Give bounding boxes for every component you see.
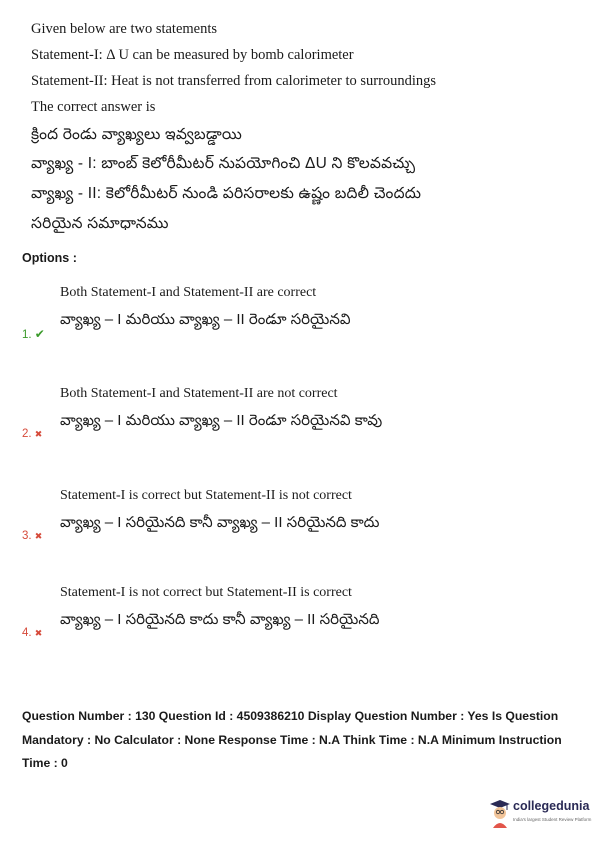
option-text-te: వ్యాఖ్య – I మరియు వ్యాఖ్య – II రెండూ సరియైనవి కావు — [60, 412, 383, 429]
option-number: 2. — [22, 428, 32, 440]
option-text-en: Both Statement-I and Statement-II are correct — [60, 285, 317, 300]
cross-icon: ✖ — [34, 531, 43, 541]
statement-2-en: Statement-II: Heat is not transferred from calorimeter to surroundings — [31, 73, 437, 89]
option-text-en: Statement-I is correct but Statement-II is not correct — [60, 488, 352, 503]
statement-1-en: Statement-I: Δ U can be measured by bomb calorimeter — [31, 47, 354, 63]
logo-wordmark: collegedunia — [513, 799, 590, 813]
option-text-te: వ్యాఖ్య – I సరియైనది కాదు కానీ వ్యాఖ్య – II సరియైనది — [60, 611, 380, 628]
statement-1-te: వ్యాఖ్య - I: బాంబ్ కెలోరీమీటర్ నుపయోగించి ΔU ని కొలవవచ్చు — [31, 155, 416, 172]
question-line-en: Given below are two statements — [31, 21, 218, 37]
cross-icon: ✖ — [34, 429, 43, 439]
answer-prompt-en: The correct answer is — [31, 99, 156, 115]
check-icon: ✔ — [34, 327, 45, 341]
statement-2-te: వ్యాఖ్య - II: కెలోరీమీటర్ నుండి పరిసరాలకు ఉష్ణం బదిలీ చెందదు — [31, 185, 422, 202]
option-text-te: వ్యాఖ్య – I మరియు వ్యాఖ్య – II రెండూ సరియైనవి — [60, 311, 351, 328]
mascot-icon — [489, 799, 511, 829]
answer-prompt-te: సరియైన సమాధానము — [31, 215, 169, 232]
logo-tagline: India's largest Student Review Platform — [513, 817, 592, 822]
option-text-en: Statement-I is not correct but Statement-II is correct — [60, 585, 352, 600]
question-metadata: Question Number : 130 Question Id : 4509386210 Display Question Number : Yes Is Question Mandatory : No Calculator : None Response Time : N.A Think Time : N.A Minimum Instruction Time : 0 — [22, 709, 562, 770]
question-line-te: క్రింద రెండు వ్యాఖ్యలు ఇవ్వబడ్డాయి — [31, 126, 243, 143]
option-text-te: వ్యాఖ్య – I సరియైనది కానీ వ్యాఖ్య – II సరియైనది కాదు — [60, 514, 380, 531]
collegedunia-logo — [489, 797, 592, 833]
option-number: 3. — [22, 530, 32, 542]
options-heading: Options : — [22, 251, 77, 265]
option-text-en: Both Statement-I and Statement-II are not correct — [60, 386, 338, 401]
option-number: 1. — [22, 329, 32, 341]
option-number: 4. — [22, 627, 32, 639]
cross-icon: ✖ — [34, 628, 43, 638]
